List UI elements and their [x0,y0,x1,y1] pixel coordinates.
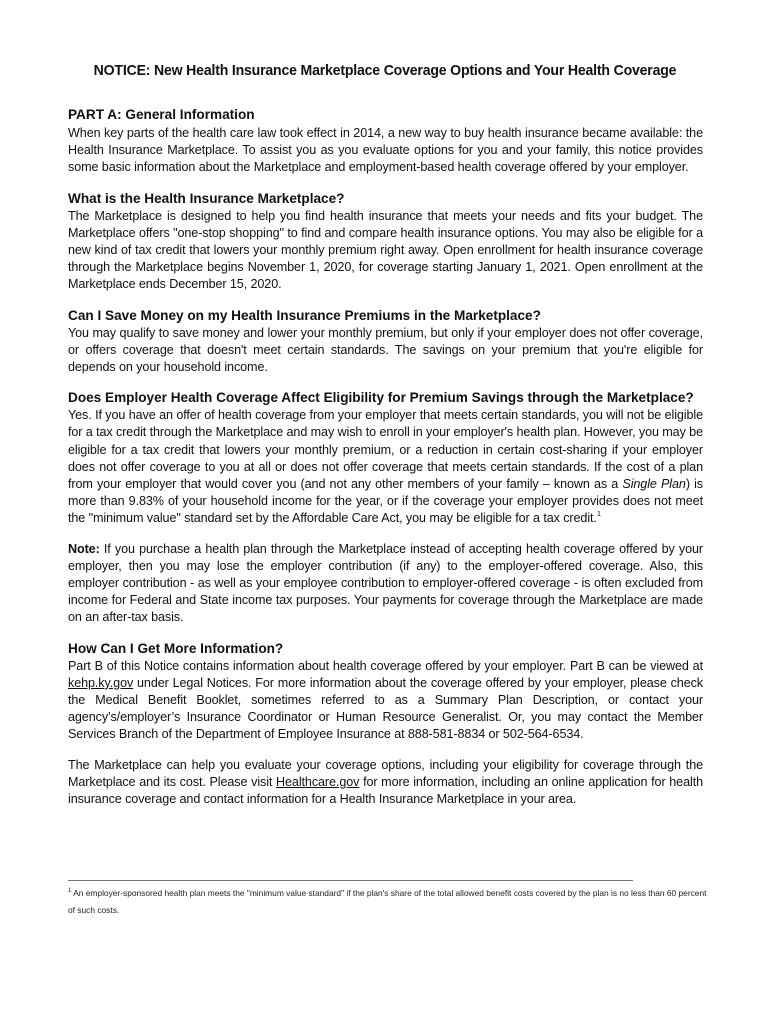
footnote-number: 1 [68,888,72,894]
body-text: for more information, including an online application for health insurance coverage and contact information for a Health Insurance Marketplace in your area. [68,774,703,807]
section-what-is-marketplace [68,190,703,294]
body-text: Part B of this Notice contains information about health coverage offered by your employer. Part B can be viewed at [68,658,703,673]
body-text: ) is more than 9.83% of your household income for the year, or if the coverage your employer provides does not meet the "minimum value" standard set by the Affordable Care Act, you may be eligible for a tax credit. [68,477,703,526]
section-heading: How Can I Get More Information? [68,640,284,656]
section-more-info [68,640,703,809]
section-body: The Marketplace is designed to help you find health insurance that meets your needs and fits your budget. The Marketplace offers "one-stop shopping" to find and compare health insurance options. You may also be eligible for a new kind of tax credit that lowers your monthly premium right away. Open enrollment for health insurance coverage through the Marketplace begins November 1, 2020, for coverage starting January 1, 2021. Open enrollment at the Marketplace ends December 15, 2020. [68,208,703,292]
note-label: Note: [68,541,100,556]
kehp-link[interactable]: kehp.ky.gov [68,675,134,690]
body-text: If you purchase a health plan through the Marketplace instead of accepting health coverage offered by your employer, then you may lose the employer contribution (if any) to the employer-offered coverage. Also, this employer contribution - as well as your employee contribution to employer-offered coverage - is often excluded from income for Federal and State income tax purposes. Your payments for coverage through the Marketplace are made on an after-tax basis. [68,541,703,625]
page-title: NOTICE: New Health Insurance Marketplace Coverage Options and Your Health Coverage [93,62,677,79]
section-body: When key parts of the health care law took effect in 2014, a new way to buy health insurance became available: the Health Insurance Marketplace. To assist you as you evaluate options for you and your family, this notice provides some basic information about the Marketplace and employment-based health coverage offered by your employer. [68,126,703,175]
body-text: under Legal Notices. For more information about the coverage offered by your employer, please check the Medical Benefit Booklet, sometimes referred to as a Summary Plan Description, or contact your agency’s/employer’s Insurance Coordinator or Human Resource Generalist. Or, you may contact the Member Services Branch of the Department of Employee Insurance at 888-581-8834 or 502-564-6534. [68,675,703,742]
single-plan-term: Single Plan [622,477,686,492]
footnote-text: An employer-sponsored health plan meets the "minimum value standard" if the plan's share of the total allowed benefit costs covered by the plan is no less than 60 percent of such costs. [68,888,707,915]
footnote-divider [68,880,633,881]
section-body [68,757,703,809]
section-body [68,407,703,527]
section-part-a [68,106,703,177]
section-body: You may qualify to save money and lower your monthly premium, but only if your employer does not offer coverage, or offers coverage that doesn't meet certain standards. The savings on your premium that you're eligible for depends on your household income. [68,325,703,375]
section-employer-coverage [68,389,703,527]
section-heading: Can I Save Money on my Health Insurance Premiums in the Marketplace? [68,307,541,323]
body-text: Yes. If you have an offer of health coverage from your employer that meets certain standards, you will not be eligible for a tax credit through the Marketplace and may wish to enroll in your employer's health plan. However, you may be eligible for a tax credit that lowers your monthly premium, or a reduction in certain cost-sharing if your employer does not offer coverage to you at all or does not offer coverage that meets certain standards. If the cost of a plan from your employer that would cover you (and not any other members of your family – known as a [68,408,703,492]
section-save-money [68,307,703,377]
section-note [68,541,703,627]
footnote-ref[interactable]: 1 [596,509,601,519]
notice-content [68,106,703,821]
healthcare-gov-link[interactable]: Healthcare.gov [276,774,360,789]
footnote [68,885,708,919]
body-text: The Marketplace can help you evaluate your coverage options, including your eligibility for coverage through the Marketplace and its cost. Please visit [68,757,703,789]
section-heading: Does Employer Health Coverage Affect Eligibility for Premium Savings through the Marketplace? [68,390,694,406]
section-heading: PART A: General Information [68,107,255,122]
section-heading: What is the Health Insurance Marketplace? [68,190,345,206]
note-body [68,541,703,627]
section-body [68,658,703,744]
